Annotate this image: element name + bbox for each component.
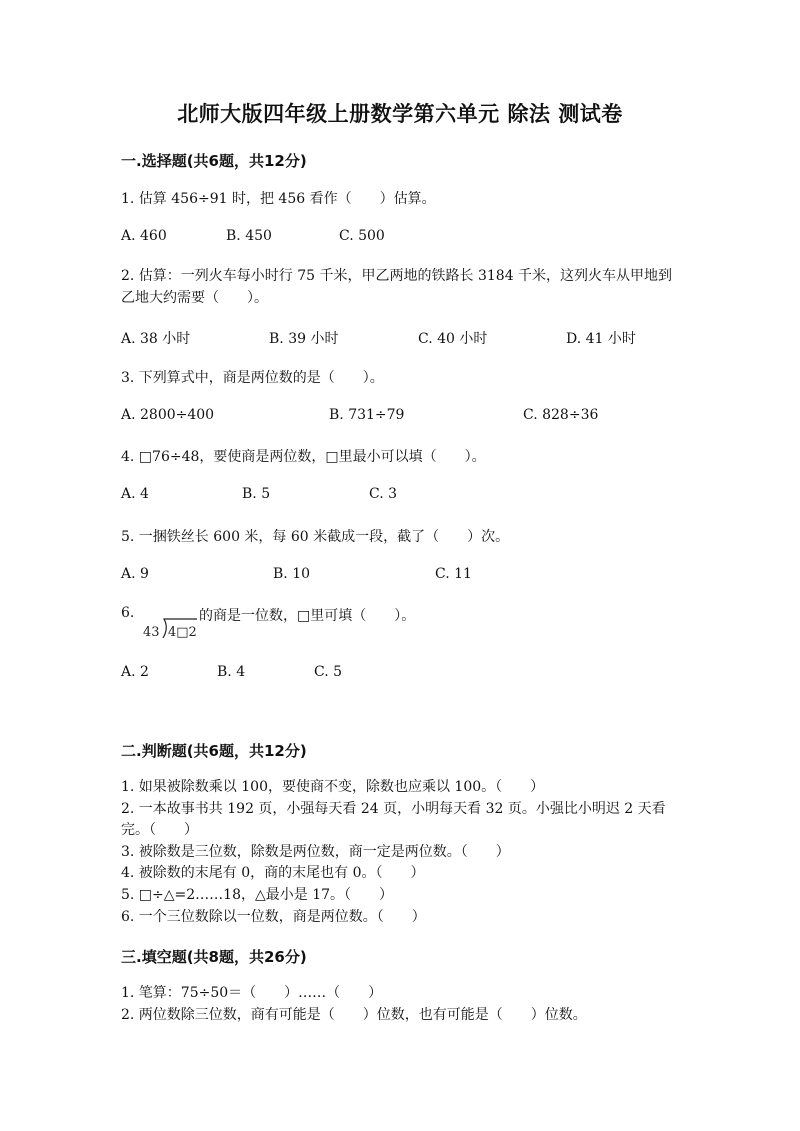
option-c: C. 3: [369, 486, 398, 502]
option-b: B. 731÷79: [329, 407, 405, 423]
question-4: 4. □76÷48，要使商是两位数，□里最小可以填（ ）。: [121, 449, 486, 465]
judgement-list: [121, 777, 681, 928]
list-item: 4. 被除数的末尾有 0，商的末尾也有 0。（ ）: [121, 865, 425, 882]
option-a: A. 4: [121, 486, 149, 502]
option-a: A. 2800÷400: [121, 407, 215, 423]
option-b: B. 4: [217, 664, 246, 680]
option-a: A. 460: [121, 228, 167, 244]
section-heading-choice: 一.选择题(共6题，共12分): [121, 152, 307, 170]
page-title: 北师大版四年级上册数学第六单元 除法 测试卷: [177, 102, 623, 126]
question-5: 5. 一捆铁丝长 600 米，每 60 米截成一段，截了（ ）次。: [121, 529, 510, 545]
section-heading-fill: 三.填空题(共8题，共26分): [121, 948, 307, 966]
division-divisor: 43: [143, 625, 160, 640]
option-b: B. 5: [242, 486, 271, 502]
question-6-number: 6.: [121, 605, 135, 621]
list-item: 5. □÷△=2……18，△最小是 17。（ ）: [121, 886, 394, 903]
list-item: 2. 两位数除三位数，商有可能是（ ）位数，也有可能是（ ）位数。: [121, 1006, 587, 1023]
option-a: A. 38 小时: [121, 331, 191, 347]
section-heading-judgement: 二.判断题(共6题，共12分): [121, 742, 307, 760]
option-a: A. 9: [121, 566, 149, 582]
option-b: B. 10: [273, 566, 311, 582]
question-1: 1. 估算 456÷91 时，把 456 看作（ ）估算。: [121, 191, 436, 207]
long-division-figure: [143, 616, 197, 642]
list-item: 2. 一本故事书共 192 页，小强每天看 24 页，小明每天看 32 页。小强比小明迟 2 天看完。（ ）: [121, 800, 666, 839]
list-item: 1. 如果被除数乘以 100，要使商不变，除数也应乘以 100。（ ）: [121, 779, 545, 795]
option-b: B. 450: [226, 228, 272, 244]
option-b: B. 39 小时: [269, 331, 339, 347]
question-6: 的商是一位数，□里可填（ ）。: [199, 608, 416, 624]
fill-blank-list: [121, 983, 691, 1026]
list-item: 3. 被除数是三位数，除数是两位数，商一定是两位数。（ ）: [121, 843, 510, 860]
option-a: A. 2: [121, 664, 149, 680]
option-c: C. 11: [435, 566, 472, 582]
option-c: C. 500: [339, 228, 385, 244]
division-dividend: 4□2: [168, 625, 197, 640]
option-c: C. 5: [314, 664, 343, 680]
question-3: 3. 下列算式中，商是两位数的是（ ）。: [121, 370, 384, 386]
list-item: 1. 笔算：75÷50＝（ ）……（ ）: [121, 985, 383, 1001]
option-c: C. 828÷36: [523, 407, 599, 423]
question-2: 2. 估算：一列火车每小时行 75 千米，甲乙两地的铁路长 3184 千米，这列火车从甲地到乙地大约需要（ ）。: [121, 268, 673, 306]
option-d: D. 41 小时: [566, 331, 636, 347]
list-item: 6. 一个三位数除以一位数，商是两位数。（ ）: [121, 908, 426, 925]
option-c: C. 40 小时: [418, 331, 488, 347]
